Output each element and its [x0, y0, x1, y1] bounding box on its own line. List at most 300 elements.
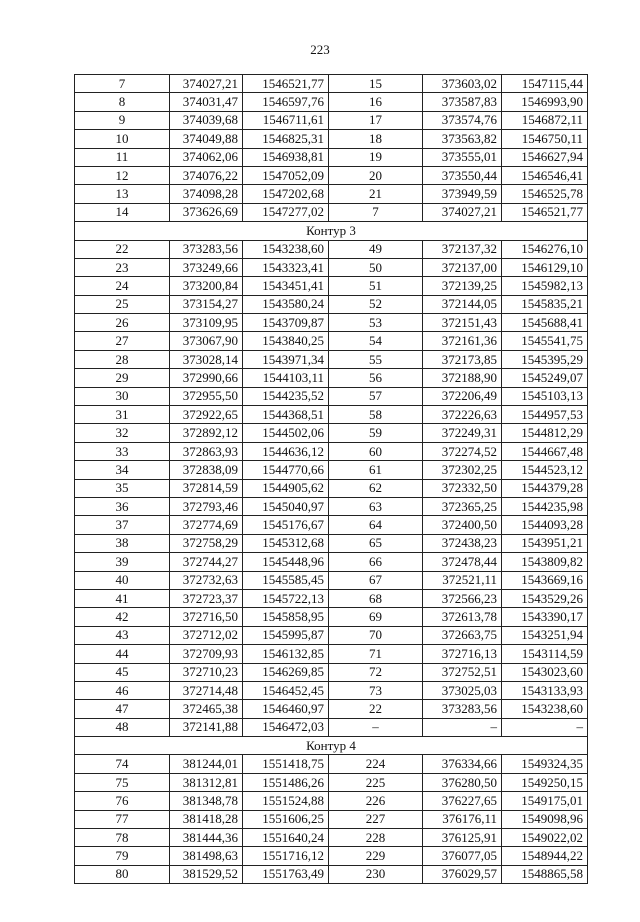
x-coordinate-cell: 376176,11: [423, 810, 502, 828]
y-coordinate-cell: 1549098,96: [502, 810, 588, 828]
x-coordinate-cell: 374049,88: [170, 130, 243, 148]
x-coordinate-cell: 372793,46: [170, 497, 243, 515]
y-coordinate-cell: 1543971,34: [243, 350, 329, 368]
x-coordinate-cell: 373587,83: [423, 93, 502, 111]
point-number-cell: 14: [75, 203, 170, 221]
x-coordinate-cell: 373550,44: [423, 166, 502, 184]
table-row: [75, 681, 588, 699]
y-coordinate-cell: 1549250,15: [502, 773, 588, 791]
table-row: [75, 387, 588, 405]
point-number-cell: 226: [329, 792, 423, 810]
y-coordinate-cell: 1544103,11: [243, 369, 329, 387]
y-coordinate-cell: 1546269,85: [243, 663, 329, 681]
point-number-cell: 13: [75, 185, 170, 203]
y-coordinate-cell: 1543951,21: [502, 534, 588, 552]
table-row: [75, 240, 588, 258]
table-row: [75, 516, 588, 534]
y-coordinate-cell: 1551716,12: [243, 847, 329, 865]
point-number-cell: 80: [75, 865, 170, 883]
y-coordinate-cell: 1544235,52: [243, 387, 329, 405]
x-coordinate-cell: 373563,82: [423, 130, 502, 148]
table-row: [75, 203, 588, 221]
y-coordinate-cell: 1546711,61: [243, 111, 329, 129]
y-coordinate-cell: 1546521,77: [243, 75, 329, 93]
y-coordinate-cell: 1546525,78: [502, 185, 588, 203]
y-coordinate-cell: 1544905,62: [243, 479, 329, 497]
y-coordinate-cell: 1546993,90: [502, 93, 588, 111]
y-coordinate-cell: 1551606,25: [243, 810, 329, 828]
x-coordinate-cell: 374039,68: [170, 111, 243, 129]
x-coordinate-cell: 372752,51: [423, 663, 502, 681]
x-coordinate-cell: 372332,50: [423, 479, 502, 497]
x-coordinate-cell: 374076,22: [170, 166, 243, 184]
x-coordinate-cell: 374098,28: [170, 185, 243, 203]
point-number-cell: 71: [329, 645, 423, 663]
x-coordinate-cell: 372723,37: [170, 589, 243, 607]
x-coordinate-cell: 372863,93: [170, 442, 243, 460]
x-coordinate-cell: 381444,36: [170, 829, 243, 847]
x-coordinate-cell: 372141,88: [170, 718, 243, 736]
y-coordinate-cell: 1545858,95: [243, 608, 329, 626]
table-row: [75, 461, 588, 479]
y-coordinate-cell: 1551524,88: [243, 792, 329, 810]
x-coordinate-cell: 373109,95: [170, 314, 243, 332]
y-coordinate-cell: 1545585,45: [243, 571, 329, 589]
point-number-cell: 43: [75, 626, 170, 644]
x-coordinate-cell: 372774,69: [170, 516, 243, 534]
x-coordinate-cell: 372161,36: [423, 332, 502, 350]
x-coordinate-cell: 373028,14: [170, 350, 243, 368]
x-coordinate-cell: 372716,13: [423, 645, 502, 663]
point-number-cell: 19: [329, 148, 423, 166]
point-number-cell: 74: [75, 755, 170, 773]
x-coordinate-cell: 372188,90: [423, 369, 502, 387]
point-number-cell: 51: [329, 277, 423, 295]
x-coordinate-cell: 372714,48: [170, 681, 243, 699]
x-coordinate-cell: 372465,38: [170, 700, 243, 718]
point-number-cell: 49: [329, 240, 423, 258]
x-coordinate-cell: 372892,12: [170, 424, 243, 442]
point-number-cell: 227: [329, 810, 423, 828]
point-number-cell: 58: [329, 406, 423, 424]
table-row: [75, 277, 588, 295]
y-coordinate-cell: 1543809,82: [502, 553, 588, 571]
point-number-cell: 44: [75, 645, 170, 663]
point-number-cell: 21: [329, 185, 423, 203]
y-coordinate-cell: 1544812,29: [502, 424, 588, 442]
point-number-cell: 35: [75, 479, 170, 497]
point-number-cell: 18: [329, 130, 423, 148]
point-number-cell: 42: [75, 608, 170, 626]
y-coordinate-cell: 1543251,94: [502, 626, 588, 644]
x-coordinate-cell: 372249,31: [423, 424, 502, 442]
y-coordinate-cell: 1546938,81: [243, 148, 329, 166]
point-number-cell: 28: [75, 350, 170, 368]
point-number-cell: 69: [329, 608, 423, 626]
table-row: [75, 773, 588, 791]
table-row: [75, 130, 588, 148]
table-row: [75, 829, 588, 847]
y-coordinate-cell: 1543238,60: [243, 240, 329, 258]
y-coordinate-cell: 1547115,44: [502, 75, 588, 93]
y-coordinate-cell: 1549175,01: [502, 792, 588, 810]
coordinates-table-body: [75, 75, 588, 884]
y-coordinate-cell: 1543323,41: [243, 258, 329, 276]
point-number-cell: 75: [75, 773, 170, 791]
x-coordinate-cell: 376280,50: [423, 773, 502, 791]
y-coordinate-cell: 1547202,68: [243, 185, 329, 203]
table-row: [75, 718, 588, 736]
table-row: [75, 645, 588, 663]
y-coordinate-cell: 1549324,35: [502, 755, 588, 773]
x-coordinate-cell: 373283,56: [170, 240, 243, 258]
x-coordinate-cell: 372226,63: [423, 406, 502, 424]
table-row: [75, 424, 588, 442]
point-number-cell: 12: [75, 166, 170, 184]
x-coordinate-cell: 372139,25: [423, 277, 502, 295]
point-number-cell: 34: [75, 461, 170, 479]
x-coordinate-cell: 372173,85: [423, 350, 502, 368]
point-number-cell: 66: [329, 553, 423, 571]
x-coordinate-cell: 372302,25: [423, 461, 502, 479]
section-header-row: [75, 737, 588, 755]
y-coordinate-cell: 1544235,98: [502, 497, 588, 515]
point-number-cell: 65: [329, 534, 423, 552]
point-number-cell: –: [329, 718, 423, 736]
y-coordinate-cell: 1549022,02: [502, 829, 588, 847]
point-number-cell: 24: [75, 277, 170, 295]
y-coordinate-cell: 1547277,02: [243, 203, 329, 221]
point-number-cell: 7: [329, 203, 423, 221]
table-row: [75, 663, 588, 681]
y-coordinate-cell: 1546129,10: [502, 258, 588, 276]
y-coordinate-cell: 1545395,29: [502, 350, 588, 368]
point-number-cell: 33: [75, 442, 170, 460]
point-number-cell: 62: [329, 479, 423, 497]
y-coordinate-cell: 1544770,66: [243, 461, 329, 479]
y-coordinate-cell: 1551640,24: [243, 829, 329, 847]
x-coordinate-cell: 376077,05: [423, 847, 502, 865]
point-number-cell: 228: [329, 829, 423, 847]
x-coordinate-cell: 381418,28: [170, 810, 243, 828]
point-number-cell: 39: [75, 553, 170, 571]
section-header-row: [75, 222, 588, 240]
point-number-cell: 61: [329, 461, 423, 479]
y-coordinate-cell: 1543709,87: [243, 314, 329, 332]
point-number-cell: 60: [329, 442, 423, 460]
y-coordinate-cell: 1543580,24: [243, 295, 329, 313]
point-number-cell: 40: [75, 571, 170, 589]
y-coordinate-cell: 1543023,60: [502, 663, 588, 681]
y-coordinate-cell: 1545249,07: [502, 369, 588, 387]
point-number-cell: 63: [329, 497, 423, 515]
y-coordinate-cell: 1544667,48: [502, 442, 588, 460]
point-number-cell: 64: [329, 516, 423, 534]
table-row: [75, 497, 588, 515]
y-coordinate-cell: 1543451,41: [243, 277, 329, 295]
point-number-cell: 46: [75, 681, 170, 699]
y-coordinate-cell: 1546872,11: [502, 111, 588, 129]
x-coordinate-cell: 373555,01: [423, 148, 502, 166]
point-number-cell: 225: [329, 773, 423, 791]
point-number-cell: 56: [329, 369, 423, 387]
y-coordinate-cell: 1551418,75: [243, 755, 329, 773]
point-number-cell: 72: [329, 663, 423, 681]
y-coordinate-cell: 1545541,75: [502, 332, 588, 350]
x-coordinate-cell: 372137,00: [423, 258, 502, 276]
x-coordinate-cell: 373949,59: [423, 185, 502, 203]
y-coordinate-cell: 1545040,97: [243, 497, 329, 515]
y-coordinate-cell: 1546597,76: [243, 93, 329, 111]
table-row: [75, 442, 588, 460]
table-row: [75, 93, 588, 111]
y-coordinate-cell: 1546627,94: [502, 148, 588, 166]
point-number-cell: 47: [75, 700, 170, 718]
y-coordinate-cell: 1543529,26: [502, 589, 588, 607]
point-number-cell: 31: [75, 406, 170, 424]
point-number-cell: 10: [75, 130, 170, 148]
x-coordinate-cell: 373154,27: [170, 295, 243, 313]
point-number-cell: 70: [329, 626, 423, 644]
point-number-cell: 22: [75, 240, 170, 258]
point-number-cell: 41: [75, 589, 170, 607]
y-coordinate-cell: 1543133,93: [502, 681, 588, 699]
x-coordinate-cell: 373067,90: [170, 332, 243, 350]
x-coordinate-cell: 372814,59: [170, 479, 243, 497]
y-coordinate-cell: 1545688,41: [502, 314, 588, 332]
y-coordinate-cell: 1546521,77: [502, 203, 588, 221]
y-coordinate-cell: 1546472,03: [243, 718, 329, 736]
point-number-cell: 68: [329, 589, 423, 607]
table-row: [75, 185, 588, 203]
page-number: 223: [310, 42, 330, 57]
x-coordinate-cell: 372838,09: [170, 461, 243, 479]
x-coordinate-cell: 372400,50: [423, 516, 502, 534]
table-row: [75, 847, 588, 865]
point-number-cell: 224: [329, 755, 423, 773]
y-coordinate-cell: 1548944,22: [502, 847, 588, 865]
point-number-cell: 20: [329, 166, 423, 184]
point-number-cell: 54: [329, 332, 423, 350]
y-coordinate-cell: 1551763,49: [243, 865, 329, 883]
x-coordinate-cell: 381312,81: [170, 773, 243, 791]
table-row: [75, 75, 588, 93]
x-coordinate-cell: 372521,11: [423, 571, 502, 589]
point-number-cell: 229: [329, 847, 423, 865]
table-row: [75, 700, 588, 718]
y-coordinate-cell: 1545982,13: [502, 277, 588, 295]
point-number-cell: 17: [329, 111, 423, 129]
point-number-cell: 73: [329, 681, 423, 699]
x-coordinate-cell: 373603,02: [423, 75, 502, 93]
point-number-cell: 78: [75, 829, 170, 847]
table-row: [75, 258, 588, 276]
x-coordinate-cell: 373626,69: [170, 203, 243, 221]
x-coordinate-cell: 373574,76: [423, 111, 502, 129]
point-number-cell: 15: [329, 75, 423, 93]
point-number-cell: 45: [75, 663, 170, 681]
point-number-cell: 25: [75, 295, 170, 313]
table-row: [75, 166, 588, 184]
x-coordinate-cell: 373249,66: [170, 258, 243, 276]
y-coordinate-cell: 1543390,17: [502, 608, 588, 626]
x-coordinate-cell: 376029,57: [423, 865, 502, 883]
x-coordinate-cell: 381348,78: [170, 792, 243, 810]
table-row: [75, 332, 588, 350]
x-coordinate-cell: 372758,29: [170, 534, 243, 552]
x-coordinate-cell: 376334,66: [423, 755, 502, 773]
x-coordinate-cell: 372137,32: [423, 240, 502, 258]
y-coordinate-cell: 1545312,68: [243, 534, 329, 552]
x-coordinate-cell: 373025,03: [423, 681, 502, 699]
y-coordinate-cell: 1543238,60: [502, 700, 588, 718]
y-coordinate-cell: 1543114,59: [502, 645, 588, 663]
table-row: [75, 295, 588, 313]
x-coordinate-cell: 372274,52: [423, 442, 502, 460]
table-row: [75, 608, 588, 626]
x-coordinate-cell: 374031,47: [170, 93, 243, 111]
x-coordinate-cell: 374062,06: [170, 148, 243, 166]
point-number-cell: 7: [75, 75, 170, 93]
point-number-cell: 11: [75, 148, 170, 166]
x-coordinate-cell: 372144,05: [423, 295, 502, 313]
x-coordinate-cell: 372922,65: [170, 406, 243, 424]
point-number-cell: 22: [329, 700, 423, 718]
point-number-cell: 52: [329, 295, 423, 313]
point-number-cell: 32: [75, 424, 170, 442]
x-coordinate-cell: 381244,01: [170, 755, 243, 773]
x-coordinate-cell: 374027,21: [423, 203, 502, 221]
y-coordinate-cell: 1546546,41: [502, 166, 588, 184]
point-number-cell: 16: [329, 93, 423, 111]
section-label: Контур 4: [75, 737, 588, 755]
x-coordinate-cell: 381498,63: [170, 847, 243, 865]
point-number-cell: 37: [75, 516, 170, 534]
x-coordinate-cell: 372663,75: [423, 626, 502, 644]
point-number-cell: 8: [75, 93, 170, 111]
y-coordinate-cell: 1544523,12: [502, 461, 588, 479]
table-row: [75, 369, 588, 387]
point-number-cell: 230: [329, 865, 423, 883]
x-coordinate-cell: 374027,21: [170, 75, 243, 93]
y-coordinate-cell: 1543840,25: [243, 332, 329, 350]
point-number-cell: 79: [75, 847, 170, 865]
y-coordinate-cell: 1548865,58: [502, 865, 588, 883]
y-coordinate-cell: 1544502,06: [243, 424, 329, 442]
table-row: [75, 350, 588, 368]
x-coordinate-cell: 372716,50: [170, 608, 243, 626]
x-coordinate-cell: 381529,52: [170, 865, 243, 883]
point-number-cell: 48: [75, 718, 170, 736]
y-coordinate-cell: 1546276,10: [502, 240, 588, 258]
x-coordinate-cell: 372732,63: [170, 571, 243, 589]
x-coordinate-cell: 372151,43: [423, 314, 502, 332]
point-number-cell: 76: [75, 792, 170, 810]
x-coordinate-cell: 372709,93: [170, 645, 243, 663]
table-row: [75, 810, 588, 828]
y-coordinate-cell: 1547052,09: [243, 166, 329, 184]
y-coordinate-cell: 1544368,51: [243, 406, 329, 424]
table-row: [75, 589, 588, 607]
y-coordinate-cell: 1545448,96: [243, 553, 329, 571]
point-number-cell: 36: [75, 497, 170, 515]
y-coordinate-cell: 1546452,45: [243, 681, 329, 699]
table-row: [75, 571, 588, 589]
x-coordinate-cell: 376227,65: [423, 792, 502, 810]
point-number-cell: 30: [75, 387, 170, 405]
x-coordinate-cell: 372365,25: [423, 497, 502, 515]
section-label: Контур 3: [75, 222, 588, 240]
x-coordinate-cell: 372955,50: [170, 387, 243, 405]
y-coordinate-cell: –: [502, 718, 588, 736]
table-row: [75, 626, 588, 644]
point-number-cell: 9: [75, 111, 170, 129]
y-coordinate-cell: 1545176,67: [243, 516, 329, 534]
table-row: [75, 111, 588, 129]
y-coordinate-cell: 1544093,28: [502, 516, 588, 534]
x-coordinate-cell: 372566,23: [423, 589, 502, 607]
y-coordinate-cell: 1546132,85: [243, 645, 329, 663]
x-coordinate-cell: 372613,78: [423, 608, 502, 626]
y-coordinate-cell: 1545835,21: [502, 295, 588, 313]
point-number-cell: 29: [75, 369, 170, 387]
x-coordinate-cell: 372206,49: [423, 387, 502, 405]
x-coordinate-cell: 372478,44: [423, 553, 502, 571]
y-coordinate-cell: 1543669,16: [502, 571, 588, 589]
x-coordinate-cell: 372990,66: [170, 369, 243, 387]
point-number-cell: 55: [329, 350, 423, 368]
x-coordinate-cell: –: [423, 718, 502, 736]
table-row: [75, 406, 588, 424]
y-coordinate-cell: 1545995,87: [243, 626, 329, 644]
y-coordinate-cell: 1546750,11: [502, 130, 588, 148]
coordinates-table: [74, 74, 588, 884]
point-number-cell: 53: [329, 314, 423, 332]
y-coordinate-cell: 1544379,28: [502, 479, 588, 497]
y-coordinate-cell: 1551486,26: [243, 773, 329, 791]
point-number-cell: 27: [75, 332, 170, 350]
point-number-cell: 77: [75, 810, 170, 828]
y-coordinate-cell: 1546825,31: [243, 130, 329, 148]
point-number-cell: 59: [329, 424, 423, 442]
table-row: [75, 534, 588, 552]
point-number-cell: 23: [75, 258, 170, 276]
table-row: [75, 792, 588, 810]
point-number-cell: 26: [75, 314, 170, 332]
table-row: [75, 314, 588, 332]
x-coordinate-cell: 372710,23: [170, 663, 243, 681]
table-row: [75, 755, 588, 773]
point-number-cell: 57: [329, 387, 423, 405]
point-number-cell: 67: [329, 571, 423, 589]
table-row: [75, 479, 588, 497]
x-coordinate-cell: 373283,56: [423, 700, 502, 718]
x-coordinate-cell: 372438,23: [423, 534, 502, 552]
y-coordinate-cell: 1544636,12: [243, 442, 329, 460]
table-row: [75, 865, 588, 883]
y-coordinate-cell: 1544957,53: [502, 406, 588, 424]
y-coordinate-cell: 1545722,13: [243, 589, 329, 607]
y-coordinate-cell: 1545103,13: [502, 387, 588, 405]
table-row: [75, 553, 588, 571]
point-number-cell: 50: [329, 258, 423, 276]
table-row: [75, 148, 588, 166]
x-coordinate-cell: 372712,02: [170, 626, 243, 644]
point-number-cell: 38: [75, 534, 170, 552]
x-coordinate-cell: 376125,91: [423, 829, 502, 847]
x-coordinate-cell: 373200,84: [170, 277, 243, 295]
x-coordinate-cell: 372744,27: [170, 553, 243, 571]
